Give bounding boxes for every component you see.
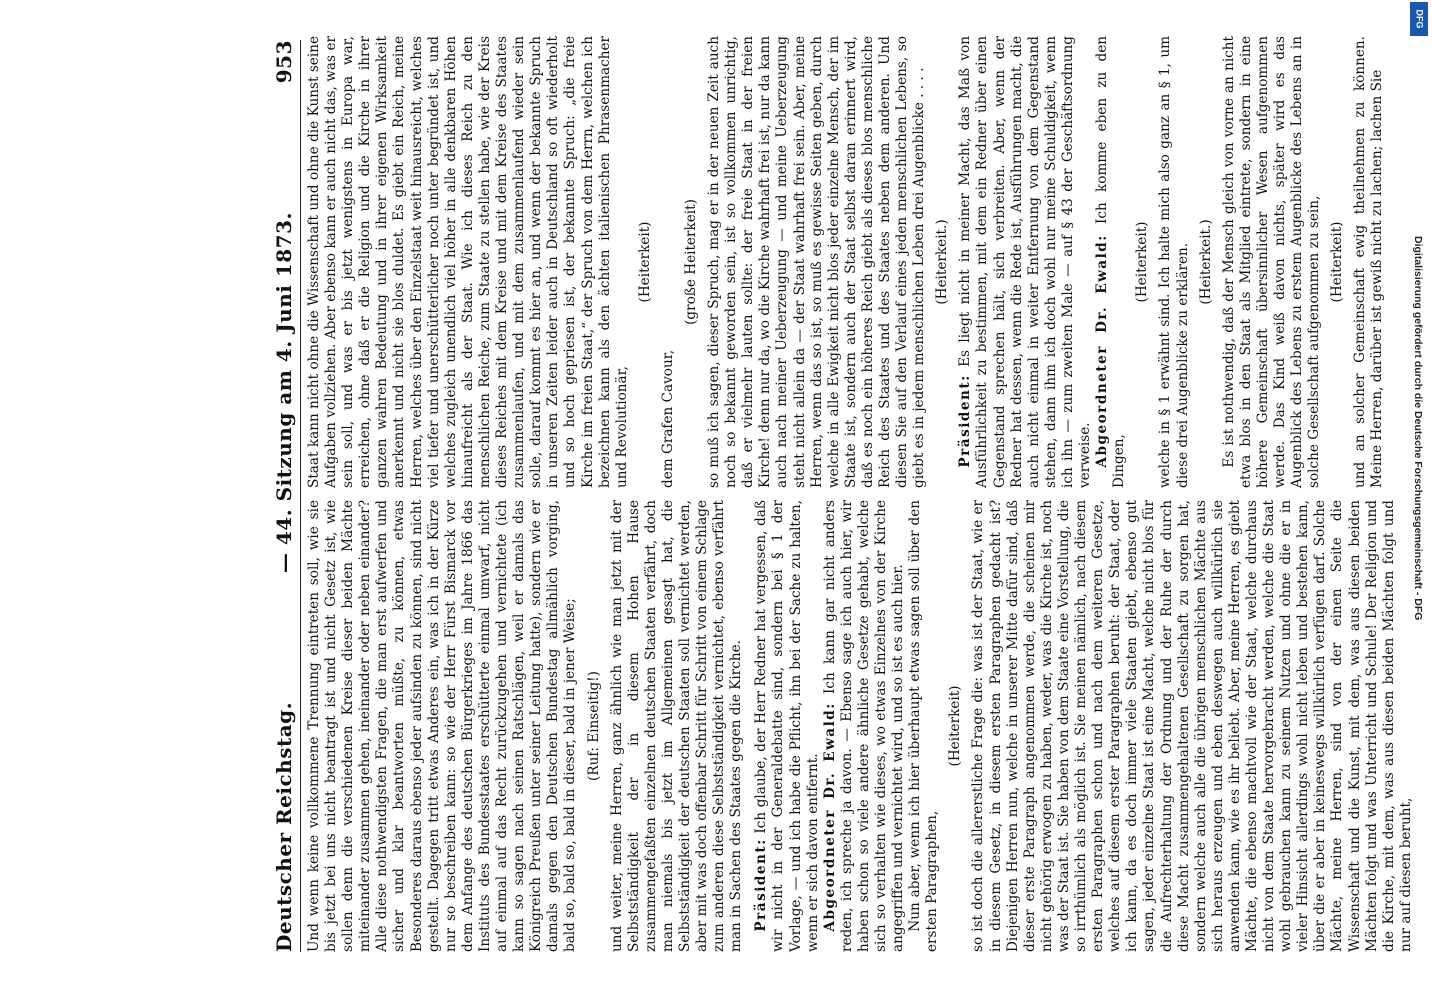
paragraph-text: Und wenn keine vollkommene Trennung eintreten soll, wie sie bis jetzt bei uns nicht beantragt ist und nicht Gesetz ist, wie sollen denn die verschiedenen Kreise dieser beiden Mächte miteinander zusammen gehen, ineinander oder neben einander? Alle diese nothwendigsten Fragen, die man erst aufwerfen und sicher und klar beantworten müßte, zu können, etwas Besonderes daraus ebenso jeder aufsinden zu können, sind nicht gestellt. Dagegen tritt etwas Anderes ein, was ich in der Kürze nur so beschreiben kann: so wie der Herr Fürst Bismarck vor dem Anfange des deutschen Bürgerkrieges im Jahre 1866 das Instituts des Bundesstaates erschütterte einmal umwarf, nicht auf einmal auf das Recht zurückzugehen und vernichtete (ich kann so sagen nach seinen Ratschlägen, weil er damals das Königreich Preußen unter seiner Leitung hatte), sondern wie er damals gegen den Deutschen Bundestag allmählich vorging, bald so, bald so, bald in dieser, bald in jener Weise; <box>306 500 579 952</box>
paragraph-text: dem Grafen Cavour, <box>659 349 676 488</box>
paragraph <box>306 36 631 488</box>
speaker-label: Abgeordneter Dr. Ewald: <box>1094 234 1111 468</box>
header-title: Deutscher Reichstag. <box>272 701 296 952</box>
paragraph-text: (Heiterkeit) <box>947 685 964 767</box>
text-column-right <box>306 36 1420 488</box>
speaker-label: Abgeordneter Dr. Ewald: <box>821 702 838 932</box>
paragraph-text: Es ist nothwendig, daß der Mensch gleich von vorne an nicht etwa blos in den Staat als Mitglied eintrete, sondern in eine höhere Gemeinschaft übersinnlicher Wesen aufgenommen werde. Das Kind weiß davon nichts, später wird es das Augenblick des Lebens zu erstem Augenblicke des Lebens an in solche Gesellschaft aufgenommen zu sein, <box>1220 36 1323 488</box>
paragraph-text: und weiter, meine Herren, ganz ähnlich wie man jetzt mit der Selbstständigkeit der in diesem Hohen Hause zusammengefaßten einzelnen deutschen Staaten verfährt, doch man niemals bis jetzt im Allgemeinen gesagt hat, die Selbstständigkeit der deutschen Staaten soll vernichtet werden, aber mit was doch offenbar Schritt für Schritt von einem Schlage zum anderen diese Selbstständigkeit vernichtet, ebenso verfährt man in Sachen des Staates gegen die Kirche. <box>608 500 745 952</box>
paragraph-text: welche in § 1 erwähnt sind. Ich halte mich also ganz an § 1, um diese drei Augenblicke zu erklären. <box>1157 36 1191 488</box>
paragraph-text: Staat kann nicht ohne die Wissenschaft und ohne die Kunst seine Aufgaben vollziehen. Aber ebenso kann er auch nicht das, was er sein soll, und was er bis jetzt wenigstens in Europa war, erreichen, ohne daß er die Religion und die Kirche in ihrer ganzen wahren Bedeutung und in ihrer eigenen Wirksamkeit anerkennt und nicht sie blos duldet. Es giebt ein Reich, meine Herren, welches über den Einzelstaat weit hinausreicht, welches viel tiefer und unerschütterlicher noch unter begründet ist, und welches zugleich unendlich viel höher in alle denkbaren Höhen hinaufreicht als der Staat. Wie ich dieses Reich zu den menschlichen Reiche, zum Staate zu stellen habe, wie der Kreis dieses Reiches mit dem Kreise und mit dem Kreise des Staates zusammenlaufen, und mit dem zusammenlaufend wieder sein solle, darauf kommt es hier an, und wenn der bekannte Spruch in unseren Zeiten leider auch in Deutschland so oft wiederholt und so hoch gepriesen ist, der bekannte Spruch: „die freie Kirche im freien Staat,“ der Spruch von dem Herrn, welchen ich bezeichnen kann als den ächten italienischen Phrasenmacher und Revolutionär, <box>306 36 630 488</box>
paragraph-text: Es liegt nicht in meiner Macht, das Maß von Ausführlichkeit zu bestimmen, mit dem ein Redner über einen Gegenstand sprechen hält, sich verbreiten. Aber, wenn der Redner hat dessen, wenn die Rede ist, Ausführungen macht, die auch nicht einmal in weiter Entfernung von dem Gegenstand stehen, dann ihm ich doch wohl nur meine Schuldigkeit, wenn ich ihn — zum zweiten Male — auf § 43 der Geschäftsordnung verweise. <box>957 36 1094 488</box>
interjection <box>1134 36 1151 488</box>
paragraph <box>1157 36 1191 488</box>
speaker-label: Präsident: <box>957 374 974 468</box>
speaker-label: Präsident: <box>753 838 770 932</box>
interjection <box>1329 36 1346 488</box>
paragraph <box>306 500 580 952</box>
interjection <box>637 36 654 488</box>
paragraph <box>1352 36 1386 488</box>
paragraph <box>660 36 677 488</box>
interjection <box>934 36 951 488</box>
paragraph-text: und an solcher Gemeinschaft ewig theilnehmen zu können. Meine Herren, darüber ist gewiß nicht zu lachen; lachen Sie <box>1352 36 1386 488</box>
paragraph-text: (Heiterkeit) <box>636 221 653 303</box>
paragraph-text: (Ruf: Einseitig!) <box>585 671 602 781</box>
paragraph <box>706 36 928 488</box>
paragraph <box>1094 36 1128 488</box>
interjection <box>586 500 603 952</box>
dfg-logo: DFG <box>1410 2 1428 36</box>
paragraph <box>609 500 746 952</box>
paragraph-text: (große Heiterkeit) <box>682 199 699 325</box>
paragraph-text: Ich komme eben zu den Dingen, <box>1094 35 1128 488</box>
paragraph-text: so ist doch die allererstliche Frage die: was ist der Staat, wie er in diesem Gesetz, in diesem ersten Paragraphen gedacht ist? Diejenigen Herren nun, welche in unserer Mitte dafür sind, daß dieser erste Paragraph angenommen werde, die scheinen mir nicht gehörig erwogen zu haben, weder, was die Kirche ist, noch was der Staat ist. Sie haben von dem Staate eine Vorstellung, die so irrthümlich als möglich ist. Sie meinen nämlich, nach diesem ersten Paragraphen schon und nach dem weiteren Gesetze, welches auf diesem erster Paragraphen beruht: der Staat, oder ich kann, da es doch immer viele Staaten giebt, ebenso gut sagen, jeder einzelne Staat ist eine Macht, welche nicht blos für die Aufrechterhaltung der Ordnung und der Ruhe der durch diese Macht zusammengehaltenen Gesellschaft zu sorgen hat, sondern welche auch alle die übrigen menschlichen Mächte aus sich heraus erzeugen und eben deswegen auch willkürlich sie anwenden kann, wie es ihr beliebt. Aber, meine Herren, es giebt Mächte, die ebenso machtvoll wie der Staat, welche durchaus nicht von dem Staate hervorgebracht werden, welche die Staat wohl gebrauchen kann zu seinem Nutzen und ohne die er in vieler Hinsicht allerdings wohl nicht leben und bestehen kann, über die er aber in keineswegs willkürlich verfügen darf. Solche Mächte, meine Herren, sind von der einen Seite die Wissenschaft und die Kunst, mit dem, was aus diesen beiden Mächten folgt und was Unterricht und Schule! Der Religion und die Kirche, mit dem, was aus diesen beiden Mächten folgt und nur auf diesen beruht, <box>970 500 1414 952</box>
page-number: 953 <box>272 40 296 84</box>
paragraph-text: (Heiterkeit.) <box>1197 219 1214 305</box>
paragraph <box>907 500 941 952</box>
paragraph-text: (Heiterkeit.) <box>934 219 951 305</box>
paragraph-text: (Heiterkeit) <box>1134 221 1151 303</box>
paragraph-text: Ich glaube, der Herr Redner hat vergessen, daß wir nicht in der Generaldebatte sind, sondern bei § 1 der Vorlage, — und ich habe die Pflicht, ihn bei der Sache zu halten, wenn er sich davon entfernt. <box>753 500 821 952</box>
header-session: — 44. Sitzung am 4. Juni 1873. <box>272 212 296 574</box>
paragraph <box>957 36 1094 488</box>
paragraph <box>1221 36 1324 488</box>
interjection <box>1198 36 1215 488</box>
interjection <box>947 500 964 952</box>
paragraph-text: so muß ich sagen, dieser Spruch, mag er in der neuen Zeit auch noch so bekannt geworden sein, ist so vollkommen unrichtig, daß er vielmehr lauten sollte: der freie Staat in der freien Kirche! denn nur da, wo die Kirche wahrhaft frei ist, nur da kann auch nach meiner Ueberzeugung — und meine Ueberzeugung steht nicht allein da — der Staat wahrhaft frei sein. Aber, meine Herren, wenn das so ist, so muß es gewisse Seiten geben, durch welche in alle Ewigkeit nicht blos jeder einzelne Mensch, der im Staate ist, sondern auch der Staat selbst daran erinnert wird, daß es noch ein höheres Reich giebt als dieses blos menschliche Reich des Staates und des Staates neben dem anderen. Und diesen Sie auf den Verlauf eines jeden menschlichen Lebens, so giebt es in jedem menschlichen Leben drei Augenblicke . . . . <box>706 36 928 488</box>
paragraph <box>753 500 821 952</box>
paragraph-text: Nun aber, wenn ich hier überhaupt etwas sagen soll über den ersten Paragraphen, <box>907 500 941 952</box>
paragraph-text: (Heiterkeit) <box>1329 221 1346 303</box>
digitization-note: Digitalisierung gefördert durch die Deutsche Forschungsgemeinschaft - DFG <box>1412 236 1424 621</box>
paragraph <box>970 500 1414 952</box>
paragraph-text: Ich kann gar nicht anders reden, ich spreche ja davon. — Ebenso sage ich auch hier, wir haben schon so viele andere ähnliche Gesetze gehabt, welche sich so verhalten wie dieses, wo etwas Einzelnes von der Kirche angegriffen und vernichtet wird, und so ist es auch hier. <box>821 500 907 952</box>
page-header <box>262 40 301 952</box>
paragraph <box>822 500 907 952</box>
paragraph-gap <box>745 500 753 952</box>
text-column-left <box>306 500 1420 952</box>
interjection <box>683 36 700 488</box>
